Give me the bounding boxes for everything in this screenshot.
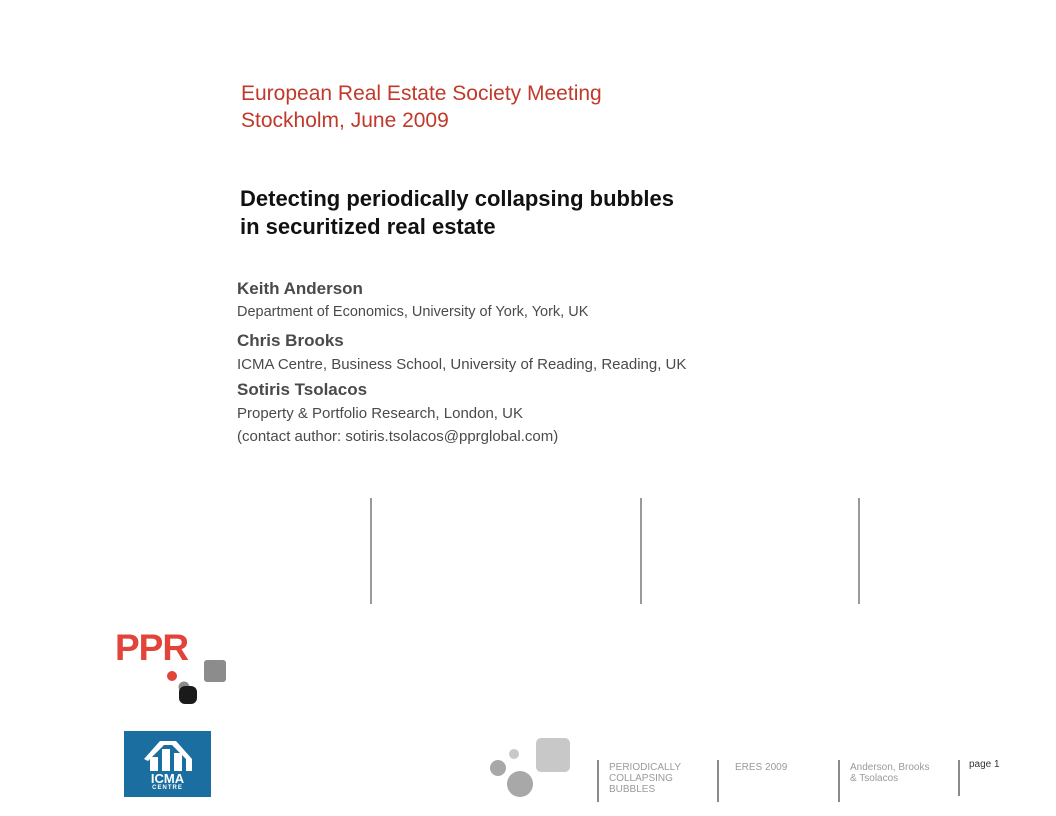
paper-title bbox=[240, 185, 674, 241]
ppr-logo-dots-icon bbox=[112, 628, 232, 712]
icma-logo-subtext: CENTRE bbox=[152, 785, 183, 791]
decorative-divider bbox=[640, 498, 642, 604]
author-affiliation-anderson: Department of Economics, University of York, York, UK bbox=[237, 304, 589, 320]
page-number: page 1 bbox=[969, 759, 1000, 770]
footer-topic-line1: PERIODICALLY bbox=[609, 762, 682, 773]
icma-logo-text: ICMA bbox=[150, 771, 185, 786]
author-name-tsolacos: Sotiris Tsolacos bbox=[237, 380, 368, 399]
footer-authors-line1: Anderson, Brooks bbox=[850, 762, 930, 773]
paper-title-line1: Detecting periodically collapsing bubbles bbox=[240, 186, 674, 211]
conference-name: European Real Estate Society Meeting bbox=[241, 82, 602, 105]
footer-authors bbox=[850, 762, 930, 784]
conference-location-date: Stockholm, June 2009 bbox=[241, 109, 449, 132]
footer-divider bbox=[717, 760, 719, 802]
author-contact-email: (contact author: sotiris.tsolacos@pprglobal.com) bbox=[237, 428, 559, 445]
footer-topic-line2: COLLAPSING bbox=[609, 773, 673, 784]
author-affiliation-tsolacos: Property & Portfolio Research, London, UK bbox=[237, 405, 523, 422]
decorative-divider bbox=[370, 498, 372, 604]
paper-title-line2: in securitized real estate bbox=[240, 214, 496, 239]
conference-heading bbox=[241, 80, 602, 134]
footer-event: ERES 2009 bbox=[735, 762, 788, 773]
footer-divider bbox=[597, 760, 599, 802]
footer-divider bbox=[838, 760, 840, 802]
footer-authors-line2: & Tsolacos bbox=[850, 773, 899, 784]
footer-dots-logo-icon bbox=[488, 736, 574, 800]
ppr-logo-text: PPR bbox=[115, 627, 189, 668]
author-affiliation-brooks: ICMA Centre, Business School, University of Reading, Reading, UK bbox=[237, 356, 687, 373]
footer-divider bbox=[958, 760, 960, 796]
footer-topic-line3: BUBBLES bbox=[609, 784, 656, 795]
decorative-divider bbox=[858, 498, 860, 604]
ppr-logo bbox=[112, 628, 232, 712]
footer-topic bbox=[609, 762, 681, 795]
icma-centre-logo bbox=[124, 731, 211, 797]
author-name-anderson: Keith Anderson bbox=[237, 279, 363, 298]
author-name-brooks: Chris Brooks bbox=[237, 331, 344, 350]
